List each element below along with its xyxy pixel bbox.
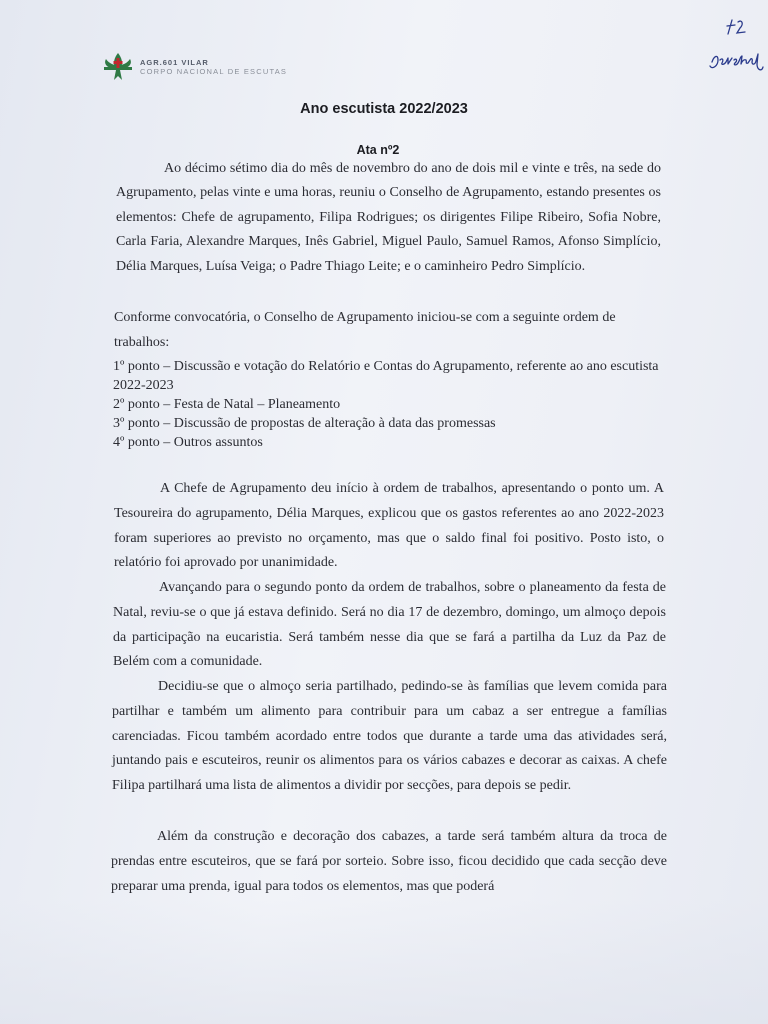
agenda-item: 4º ponto – Outros assuntos: [113, 435, 263, 450]
point-one-paragraph: A Chefe de Agrupamento deu início à ordem de trabalhos, apresentando o ponto um. A Tesoureira do agrupamento, Délia Marques, explicou que os gastos referentes ao ano 2022-2023 foram superiores ao previsto no orçamento, mas que o saldo final foi positivo. Posto isto, o relatório foi aprovado por unanimidade.: [114, 481, 664, 571]
agenda-item: 1º ponto – Discussão e votação do Relatório e Contas do Agrupamento, referente ao ano escutista 2022-2023: [113, 359, 659, 393]
minute-number: Ata nº2: [356, 143, 400, 157]
agenda-item: 3º ponto – Discussão de propostas de alteração à data das promessas: [113, 416, 496, 431]
gifts-paragraph: Além da construção e decoração dos cabazes, a tarde será também altura da troca de prendas entre escuteiros, que se fará por sorteio. Sobre isso, ficou decidido que cada secção deve preparar uma prenda, igual para todos os elementos, mas que poderá: [111, 829, 667, 894]
handwritten-annotation: [706, 14, 766, 76]
page-shadow: [0, 900, 768, 1024]
document-title: Ano escutista 2022/2023: [300, 101, 468, 117]
lunch-paragraph: Decidiu-se que o almoço seria partilhado, pedindo-se às famílias que levem comida para partilhar e também um alimento para contribuir para um cabaz a ser entregue a famílias carenciadas. Ficou também acordado entre todos que durante a tarde uma das atividades será, juntando pais e escuteiros, reunir os alimentos para os vários cabazes e decorar as caixas. A chefe Filipa partilhará uma lista de alimentos a dividir por secções, para depois se pedir.: [112, 679, 667, 794]
point-two-paragraph: Avançando para o segundo ponto da ordem de trabalhos, sobre o planeamento da festa de Natal, reviu-se o que já estava definido. Será no dia 17 de dezembro, domingo, um almoço depois da participação na eucaristia. Será também nesse dia que se fará a partilha da Luz da Paz de Belém com a comunidade.: [113, 580, 666, 670]
agenda-intro-paragraph: Conforme convocatória, o Conselho de Agrupamento iniciou-se com a seguinte ordem de trabalhos:: [114, 310, 616, 350]
logo-group-name: AGR.601 VILAR: [140, 58, 209, 67]
fleur-de-lis-icon: [98, 50, 138, 84]
agenda-list: [113, 357, 673, 452]
agenda-item: 2º ponto – Festa de Natal – Planeamento: [113, 397, 341, 412]
opening-paragraph: Ao décimo sétimo dia do mês de novembro do ano de dois mil e vinte e três, na sede do Agrupamento, pelas vinte e uma horas, reuniu o Conselho de Agrupamento, estando presentes os elementos: Chefe de agrupamento, Filipa Rodrigues; os dirigentes Filipe Ribeiro, Sofia Nobre, Carla Faria, Alexandre Marques, Inês Gabriel, Miguel Paulo, Samuel Ramos, Afonso Simplício, Délia Marques, Luísa Veiga; o Padre Thiago Leite; e o caminheiro Pedro Simplício.: [116, 161, 661, 274]
logo-organization-name: CORPO NACIONAL DE ESCUTAS: [140, 67, 288, 76]
group-logo: [98, 50, 298, 84]
